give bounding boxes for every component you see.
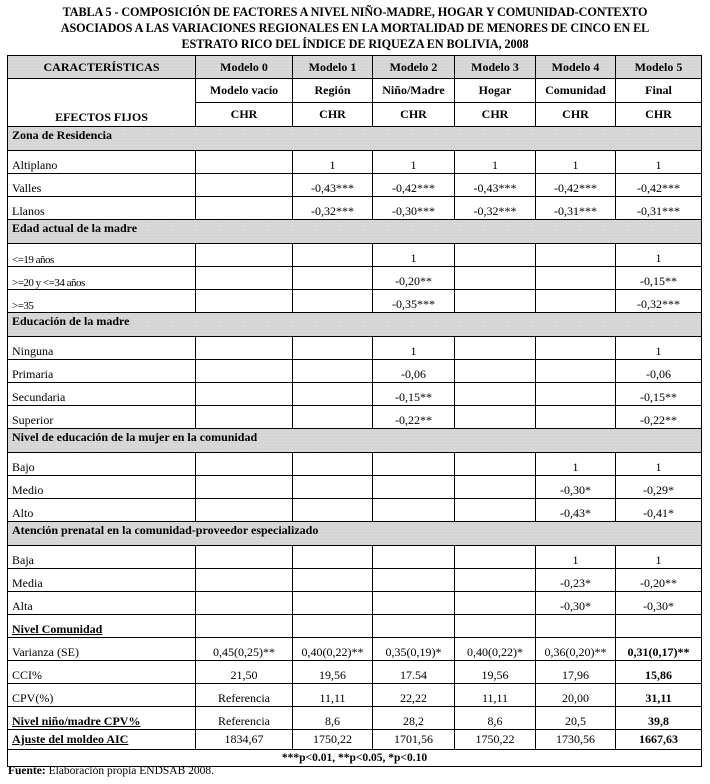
row-label: Altiplano	[8, 151, 196, 174]
cell-model-2	[373, 453, 455, 476]
cell-model-5: 31,11	[616, 684, 702, 707]
row-label: >=20 y <=34 años	[8, 267, 196, 290]
cell-model-2: -0,22**	[373, 406, 455, 429]
nivel-comunidad-row	[8, 615, 702, 638]
cell-model-5: 0,31(0,17)**	[616, 638, 702, 661]
table-row	[8, 499, 702, 522]
cell-model-2: -0,15**	[373, 383, 455, 406]
header-model-1: Modelo 1	[293, 56, 373, 79]
cell-model-2	[373, 569, 455, 592]
table-row	[8, 290, 702, 313]
cell-model-4	[536, 267, 616, 290]
empty-cell	[293, 615, 373, 638]
section-header-nivel_educ	[8, 429, 702, 453]
nino-madre-row	[8, 707, 702, 730]
row-label: Ninguna	[8, 337, 196, 360]
row-label: Alto	[8, 499, 196, 522]
cell-model-5: 1	[616, 546, 702, 569]
empty-cell	[196, 615, 293, 638]
header-desc-4: Comunidad	[536, 79, 616, 103]
cell-model-3	[455, 267, 536, 290]
cell-model-0: Referencia	[196, 707, 293, 730]
table-row	[8, 244, 702, 267]
row-label: Nivel niño/madre CPV%	[8, 707, 196, 730]
cell-model-1: -0,43***	[293, 174, 373, 197]
header-row-models	[8, 56, 702, 79]
table-row	[8, 661, 702, 684]
cell-model-5: 1	[616, 244, 702, 267]
header-measure-0: CHR	[196, 103, 293, 127]
cell-model-3: 8,6	[455, 707, 536, 730]
cell-model-4: -0,42***	[536, 174, 616, 197]
cell-model-4	[536, 360, 616, 383]
header-model-4: Modelo 4	[536, 56, 616, 79]
section-header-zona	[8, 127, 702, 151]
cell-model-1	[293, 406, 373, 429]
header-measure-4: CHR	[536, 103, 616, 127]
empty-cell	[455, 615, 536, 638]
cell-model-5: 1667,63	[616, 730, 702, 750]
table-row	[8, 197, 702, 220]
cell-model-4: 20,00	[536, 684, 616, 707]
cell-model-5: -0,15**	[616, 267, 702, 290]
cell-model-5: 15,86	[616, 661, 702, 684]
row-label: CCI%	[8, 661, 196, 684]
cell-model-1	[293, 267, 373, 290]
cell-model-2: 22,22	[373, 684, 455, 707]
cell-model-3	[455, 406, 536, 429]
cell-model-2: 1701,56	[373, 730, 455, 750]
cell-model-2: -0,06	[373, 360, 455, 383]
cell-model-0	[196, 244, 293, 267]
header-measure-2: CHR	[373, 103, 455, 127]
source-label: Fuente:	[8, 765, 46, 777]
row-label: Medio	[8, 476, 196, 499]
cell-model-5: -0,42***	[616, 174, 702, 197]
header-row-desc	[8, 79, 702, 103]
table-row	[8, 546, 702, 569]
cell-model-1	[293, 546, 373, 569]
footnote-row	[8, 750, 702, 767]
cell-model-1	[293, 360, 373, 383]
cell-model-1	[293, 337, 373, 360]
header-desc-2: Niño/Madre	[373, 79, 455, 103]
cell-model-2: 17.54	[373, 661, 455, 684]
cell-model-4: 1	[536, 546, 616, 569]
cell-model-5: -0,29*	[616, 476, 702, 499]
cell-model-4: -0,23*	[536, 569, 616, 592]
header-characteristics: CARACTERÍSTICAS	[8, 56, 196, 79]
cell-model-1	[293, 290, 373, 313]
header-fixed-effects: EFECTOS FIJOS	[8, 79, 196, 127]
aic-row	[8, 730, 702, 750]
table-row	[8, 174, 702, 197]
cell-model-5: 1	[616, 337, 702, 360]
cell-model-5: -0,41*	[616, 499, 702, 522]
cell-model-4: 20,5	[536, 707, 616, 730]
section-header-edad	[8, 220, 702, 244]
cell-model-0: 1834,67	[196, 730, 293, 750]
header-model-3: Modelo 3	[455, 56, 536, 79]
cell-model-4: 0,36(0,20)**	[536, 638, 616, 661]
cell-model-0	[196, 151, 293, 174]
cell-model-4	[536, 290, 616, 313]
table-row	[8, 684, 702, 707]
cell-model-3	[455, 383, 536, 406]
cell-model-0: Referencia	[196, 684, 293, 707]
cell-model-4: 1	[536, 151, 616, 174]
cell-model-3: 11,11	[455, 684, 536, 707]
cell-model-0	[196, 174, 293, 197]
cell-model-2: 0,35(0,19)*	[373, 638, 455, 661]
cell-model-0	[196, 569, 293, 592]
cell-model-3	[455, 592, 536, 615]
cell-model-2	[373, 592, 455, 615]
cell-model-5: -0,20**	[616, 569, 702, 592]
row-label: Media	[8, 569, 196, 592]
cell-model-3	[455, 290, 536, 313]
cell-model-4: 1	[536, 453, 616, 476]
cell-model-5: -0,31***	[616, 197, 702, 220]
significance-footnote: ***p<0.01, **p<0.05, *p<0.10	[8, 750, 702, 767]
cell-model-5: 39,8	[616, 707, 702, 730]
row-label: CPV(%)	[8, 684, 196, 707]
cell-model-1: 1750,22	[293, 730, 373, 750]
row-label: Valles	[8, 174, 196, 197]
cell-model-2: -0,35***	[373, 290, 455, 313]
empty-cell	[373, 615, 455, 638]
table-row	[8, 267, 702, 290]
source-note	[8, 765, 214, 777]
cell-model-3	[455, 244, 536, 267]
table-row	[8, 360, 702, 383]
cell-model-1: -0,32***	[293, 197, 373, 220]
table-row	[8, 383, 702, 406]
cell-model-5: -0,32***	[616, 290, 702, 313]
cell-model-0	[196, 592, 293, 615]
row-label: Varianza (SE)	[8, 638, 196, 661]
header-measure-5: CHR	[616, 103, 702, 127]
row-label: Llanos	[8, 197, 196, 220]
row-label: Baja	[8, 546, 196, 569]
cell-model-1	[293, 244, 373, 267]
cell-model-0: 0,45(0,25)**	[196, 638, 293, 661]
cell-model-5: 1	[616, 151, 702, 174]
table-row	[8, 638, 702, 661]
cell-model-4: -0,30*	[536, 592, 616, 615]
cell-model-3: 0,40(0,22)*	[455, 638, 536, 661]
cell-model-5: 1	[616, 453, 702, 476]
table-row	[8, 406, 702, 429]
table-row	[8, 569, 702, 592]
cell-model-4	[536, 406, 616, 429]
row-label: Ajuste del moldeo AIC	[8, 730, 196, 750]
cell-model-1	[293, 453, 373, 476]
cell-model-1: 1	[293, 151, 373, 174]
cell-model-5: -0,22**	[616, 406, 702, 429]
cell-model-4: -0,43*	[536, 499, 616, 522]
table-row	[8, 453, 702, 476]
header-model-0: Modelo 0	[196, 56, 293, 79]
section-header-atencion	[8, 522, 702, 546]
title-line-3: ESTRATO RICO DEL ÍNDICE DE RIQUEZA EN BOLIVIA, 2008	[181, 37, 529, 51]
table-row	[8, 151, 702, 174]
cell-model-3	[455, 569, 536, 592]
cell-model-1: 11,11	[293, 684, 373, 707]
cell-model-1	[293, 383, 373, 406]
header-desc-5: Final	[616, 79, 702, 103]
header-desc-1: Región	[293, 79, 373, 103]
section-title: Educación de la madre	[8, 313, 702, 337]
cell-model-4: -0,31***	[536, 197, 616, 220]
cell-model-0	[196, 406, 293, 429]
cell-model-1	[293, 592, 373, 615]
row-label: Primaria	[8, 360, 196, 383]
cell-model-2	[373, 546, 455, 569]
cell-model-0	[196, 337, 293, 360]
row-label: >=35	[8, 290, 196, 313]
cell-model-2	[373, 499, 455, 522]
cell-model-0	[196, 267, 293, 290]
cell-model-3	[455, 476, 536, 499]
row-label: Secundaria	[8, 383, 196, 406]
cell-model-3	[455, 546, 536, 569]
table-row	[8, 592, 702, 615]
cell-model-1	[293, 569, 373, 592]
cell-model-4: -0,30*	[536, 476, 616, 499]
cell-model-3: -0,32***	[455, 197, 536, 220]
section-title: Zona de Residencia	[8, 127, 702, 151]
cell-model-4	[536, 383, 616, 406]
cell-model-2: 28,2	[373, 707, 455, 730]
header-model-2: Modelo 2	[373, 56, 455, 79]
cell-model-0	[196, 476, 293, 499]
cell-model-0: 21,50	[196, 661, 293, 684]
cell-model-2: -0,30***	[373, 197, 455, 220]
header-measure-3: CHR	[455, 103, 536, 127]
header-desc-3: Hogar	[455, 79, 536, 103]
cell-model-1: 19,56	[293, 661, 373, 684]
table-row	[8, 476, 702, 499]
header-model-5: Modelo 5	[616, 56, 702, 79]
title-line-2: ASOCIADOS A LAS VARIACIONES REGIONALES EN LA MORTALIDAD DE MENORES DE CINCO EN EL	[60, 21, 650, 35]
cell-model-0	[196, 290, 293, 313]
cell-model-4: 17,96	[536, 661, 616, 684]
row-label: <=19 años	[8, 244, 196, 267]
cell-model-4	[536, 244, 616, 267]
cell-model-5: -0,15**	[616, 383, 702, 406]
cell-model-0	[196, 360, 293, 383]
cell-model-1: 0,40(0,22)**	[293, 638, 373, 661]
empty-cell	[536, 615, 616, 638]
cell-model-4	[536, 337, 616, 360]
cell-model-3	[455, 337, 536, 360]
cell-model-4: 1730,56	[536, 730, 616, 750]
cell-model-1	[293, 476, 373, 499]
section-header-educacion	[8, 313, 702, 337]
cell-model-0	[196, 546, 293, 569]
row-label: Bajo	[8, 453, 196, 476]
cell-model-0	[196, 499, 293, 522]
cell-model-1: 8,6	[293, 707, 373, 730]
empty-cell	[616, 615, 702, 638]
section-title: Edad actual de la madre	[8, 220, 702, 244]
cell-model-2: -0,20**	[373, 267, 455, 290]
cell-model-0	[196, 197, 293, 220]
header-desc-0: Modelo vacío	[196, 79, 293, 103]
cell-model-2	[373, 476, 455, 499]
header-measure-1: CHR	[293, 103, 373, 127]
cell-model-1	[293, 499, 373, 522]
cell-model-3	[455, 499, 536, 522]
cell-model-3: 1750,22	[455, 730, 536, 750]
results-table	[7, 55, 702, 767]
cell-model-3: 1	[455, 151, 536, 174]
cell-model-2: 1	[373, 151, 455, 174]
cell-model-3: -0,43***	[455, 174, 536, 197]
table-row	[8, 337, 702, 360]
cell-model-5: -0,06	[616, 360, 702, 383]
title-line-1: TABLA 5 - COMPOSICIÓN DE FACTORES A NIVEL NIÑO-MADRE, HOGAR Y COMUNIDAD-CONTEXTO	[62, 5, 648, 19]
row-label: Alta	[8, 592, 196, 615]
cell-model-0	[196, 383, 293, 406]
cell-model-5: -0,30*	[616, 592, 702, 615]
cell-model-0	[196, 453, 293, 476]
cell-model-3	[455, 453, 536, 476]
nivel-comunidad-title: Nivel Comunidad	[8, 615, 196, 638]
cell-model-3: 19,56	[455, 661, 536, 684]
cell-model-3	[455, 360, 536, 383]
cell-model-2: 1	[373, 337, 455, 360]
section-title: Atención prenatal en la comunidad-proveedor especializado	[8, 522, 702, 546]
cell-model-2: -0,42***	[373, 174, 455, 197]
source-text: Elaboración propia ENDSAB 2008.	[45, 765, 215, 777]
row-label: Superior	[8, 406, 196, 429]
section-title: Nivel de educación de la mujer en la comunidad	[8, 429, 702, 453]
cell-model-2: 1	[373, 244, 455, 267]
table-title	[0, 4, 710, 52]
